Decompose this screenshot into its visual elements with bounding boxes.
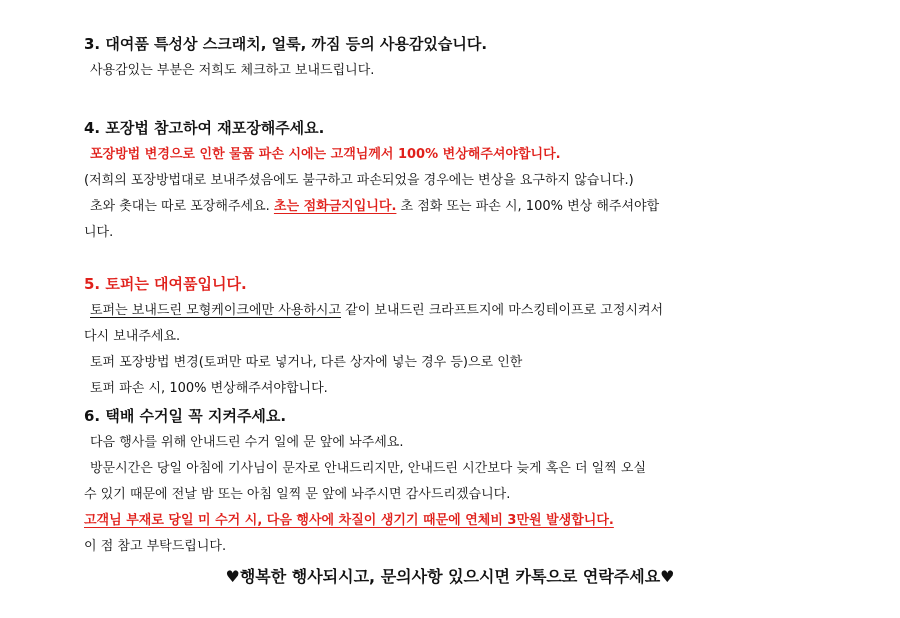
section-5-heading: 5. 토퍼는 대여품입니다. xyxy=(84,275,247,293)
section-4-candle-line xyxy=(84,194,816,220)
section-4-warning: 포장방법 변경으로 인한 물품 파손 시에는 고객님께서 100% 변상해주셔야합니다. xyxy=(90,147,561,162)
section-3-line-1: 사용감있는 부분은 저희도 체크하고 보내드립니다. xyxy=(90,63,375,78)
section-6-line-3: 수 있기 때문에 전날 밤 또는 아침 일찍 문 앞에 놔주시면 감사드리겠습니다. xyxy=(84,487,511,502)
section-5-line-3: 토퍼 포장방법 변경(토퍼만 따로 넣거나, 다른 상자에 넣는 경우 등)으로 인한 xyxy=(90,355,523,370)
closing-message: ♥행복한 행사되시고, 문의사항 있으시면 카톡으로 연락주세요♥ xyxy=(225,567,675,586)
section-6-warning: 고객님 부재로 당일 미 수거 시, 다음 행사에 차질이 생기기 때문에 연체비 3만원 발생합니다. xyxy=(84,513,614,528)
topper-underlined-text: 토퍼는 보내드린 모형케이크에만 사용하시고 xyxy=(90,303,341,318)
section-4-heading: 4. 포장법 참고하여 재포장해주세요. xyxy=(84,119,325,137)
section-6-line-1: 다음 행사를 위해 안내드린 수거 일에 문 앞에 놔주세요. xyxy=(90,435,404,450)
section-5-line-2: 다시 보내주세요. xyxy=(84,329,181,344)
section-4-note: (저희의 포장방법대로 보내주셨음에도 불구하고 파손되었을 경우에는 변상을 요구하지 않습니다.) xyxy=(84,173,634,188)
section-6-line-2: 방문시간은 당일 아침에 기사님이 문자로 안내드리지만, 안내드린 시간보다 늦게 혹은 더 일찍 오실 xyxy=(90,461,647,476)
candle-text-pre: 초와 촛대는 따로 포장해주세요. xyxy=(90,199,274,214)
rental-guide-document xyxy=(84,30,816,592)
section-5-line-1 xyxy=(84,298,816,324)
section-5-line-4: 토퍼 파손 시, 100% 변상해주셔야합니다. xyxy=(90,381,328,396)
section-3-heading: 3. 대여품 특성상 스크래치, 얼룩, 까짐 등의 사용감있습니다. xyxy=(84,35,488,53)
section-4-candle-line-2: 니다. xyxy=(84,225,114,240)
section-6-line-4: 이 점 참고 부탁드립니다. xyxy=(84,539,227,554)
candle-warning: 초는 점화금지입니다. xyxy=(273,199,397,214)
candle-text-post: 초 점화 또는 파손 시, 100% 변상 해주셔야합 xyxy=(396,199,660,214)
section-6-heading: 6. 택배 수거일 꼭 지켜주세요. xyxy=(84,407,287,425)
topper-text-rest: 같이 보내드린 크라프트지에 마스킹테이프로 고정시켜서 xyxy=(341,303,664,318)
